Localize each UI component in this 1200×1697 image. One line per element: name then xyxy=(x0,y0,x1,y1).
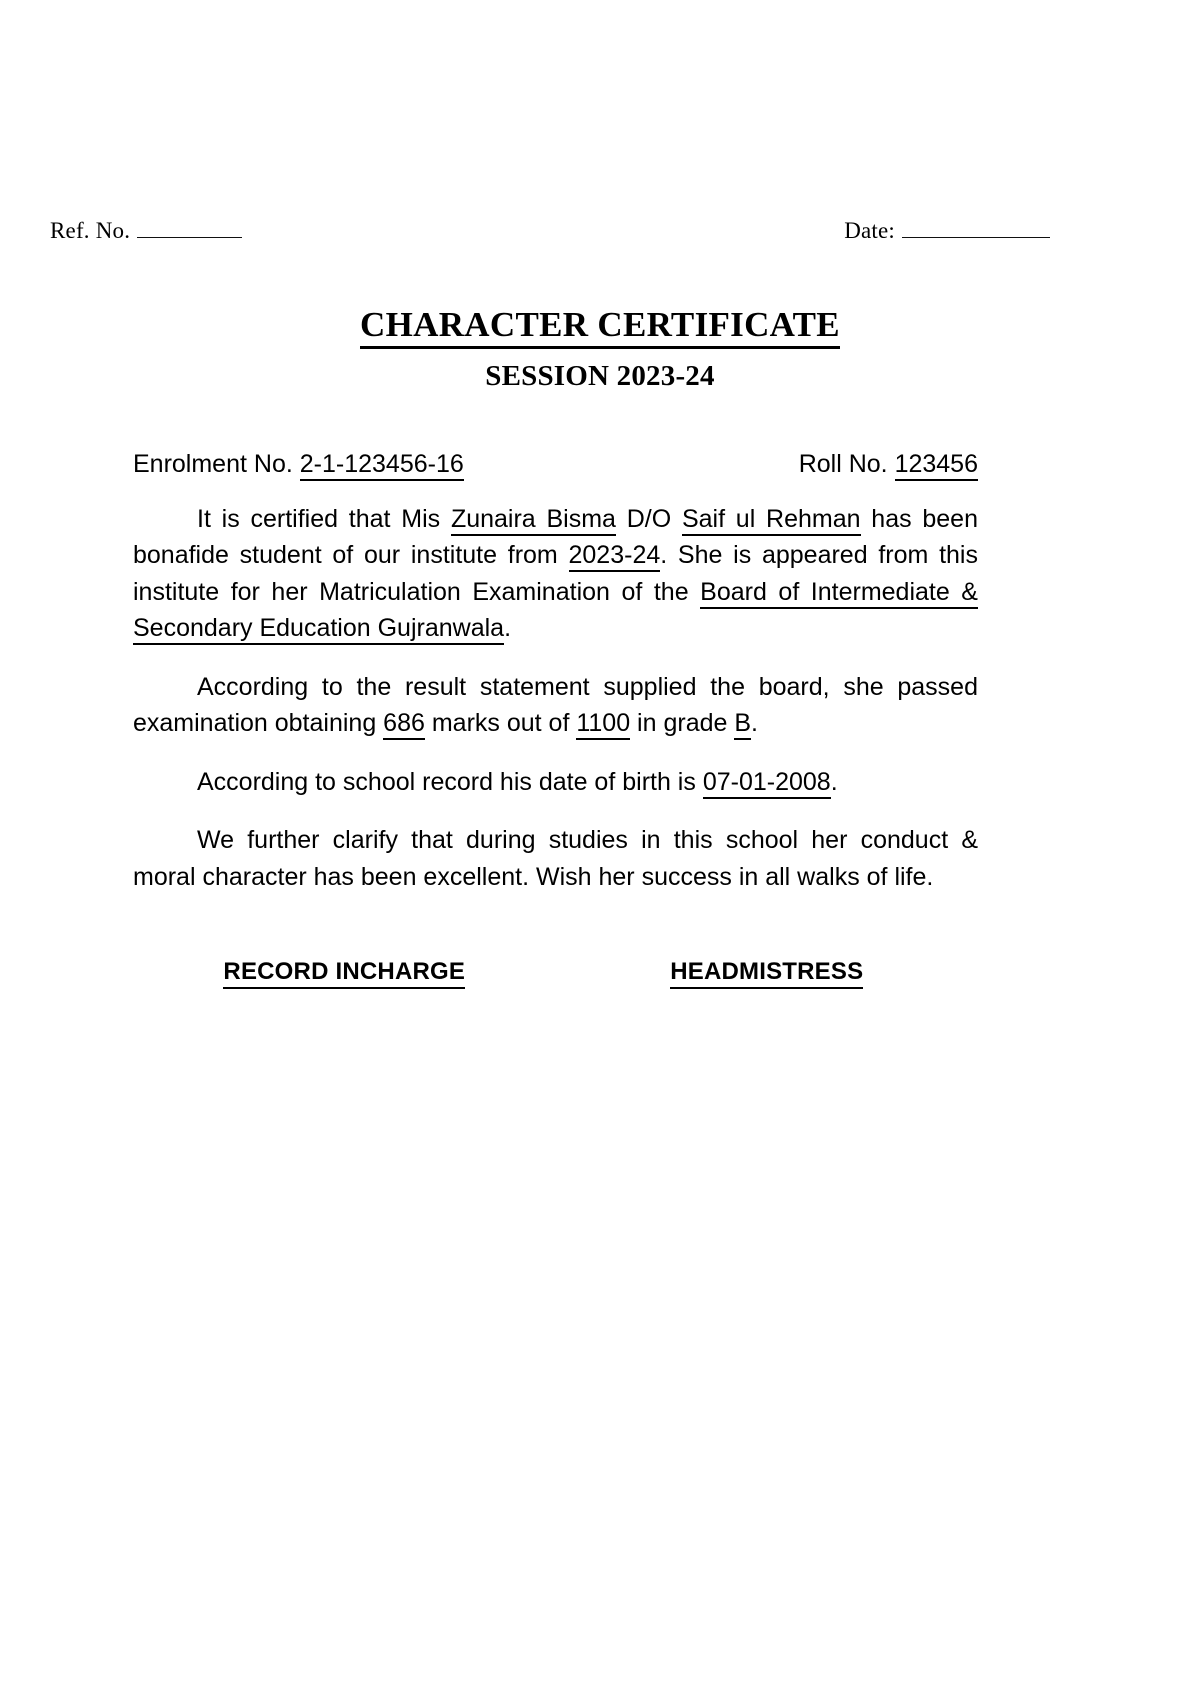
p1-text-2: D/O xyxy=(615,504,682,533)
p2-text-2: marks out of xyxy=(424,709,577,737)
ref-no-field xyxy=(50,218,242,243)
ref-no-label: Ref. No. xyxy=(50,218,131,243)
record-incharge-label: RECORD INCHARGE xyxy=(223,958,465,989)
roll-no-label: Roll No. xyxy=(798,450,888,478)
enrolment-no-value: 2-1-123456-16 xyxy=(300,450,464,481)
p1-text-3: has been bonafide student of our institute from xyxy=(133,504,978,569)
ref-no-input-line[interactable] xyxy=(137,222,242,238)
p2-text-3: in grade xyxy=(630,709,735,737)
page-title xyxy=(0,305,1200,345)
paragraph-conduct xyxy=(133,822,978,895)
marks-obtained-value: 686 xyxy=(383,709,425,740)
roll-no-value: 123456 xyxy=(895,450,978,481)
enrolment-no-label: Enrolment No. xyxy=(133,450,293,478)
date-label: Date: xyxy=(844,218,895,243)
grade-value: B xyxy=(734,709,751,740)
record-incharge-block xyxy=(133,958,556,986)
p1-text-1: It is certified that Mis xyxy=(197,504,451,533)
father-name-value: Saif ul Rehman xyxy=(682,505,861,536)
signature-row xyxy=(133,958,978,986)
paragraph-date-of-birth xyxy=(133,764,978,801)
p4-text-1: We further clarify that during studies in this school her conduct & moral character has been excellent. Wish her success in all walks of life. xyxy=(133,826,978,891)
session-subtitle: SESSION 2023-24 xyxy=(485,360,715,392)
student-name-value: Zunaira Bisma xyxy=(451,505,616,536)
headmistress-label: HEADMISTRESS xyxy=(670,958,863,989)
session-value: 2023-24 xyxy=(569,541,661,572)
p3-text-1: According to school record his date of birth is xyxy=(197,767,703,796)
paragraph-certification xyxy=(133,501,978,647)
roll-no-field xyxy=(799,446,978,483)
p2-text-1: According to the result statement supplied the board, she passed examination obtaining xyxy=(133,672,978,737)
paragraph-result xyxy=(133,669,978,742)
p1-text-4: . She is appeared from this institute for her Matriculation Examination of the xyxy=(133,541,978,606)
total-marks-value: 1100 xyxy=(576,709,630,740)
date-of-birth-value: 07-01-2008 xyxy=(703,768,831,799)
enrolment-roll-row xyxy=(133,446,978,483)
date-field xyxy=(844,218,1050,243)
document-header xyxy=(50,218,1050,243)
enrolment-no-field xyxy=(133,446,464,483)
page-title-text: CHARACTER CERTIFICATE xyxy=(360,305,840,349)
p2-text-4: . xyxy=(751,709,758,737)
board-name-value: Board of Intermediate & Secondary Education Gujranwala xyxy=(133,578,978,646)
certificate-body xyxy=(133,446,978,895)
headmistress-block xyxy=(556,958,979,986)
p1-text-5: . xyxy=(504,614,512,642)
p3-text-2: . xyxy=(830,767,838,796)
date-input-line[interactable] xyxy=(902,222,1050,238)
